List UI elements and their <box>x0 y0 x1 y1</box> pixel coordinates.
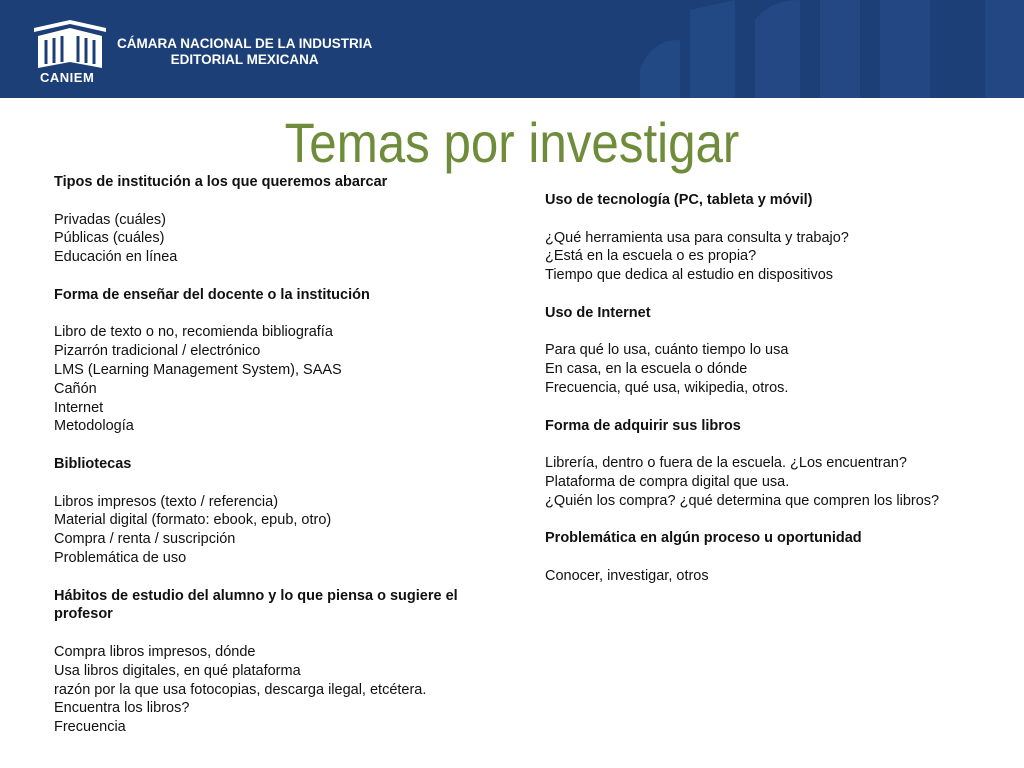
list-item: Frecuencia, qué usa, wikipedia, otros. <box>545 379 789 396</box>
list-item: ¿Qué herramienta usa para consulta y trabajo? <box>545 229 849 246</box>
list-item: Educación en línea <box>54 249 178 266</box>
section-heading: Uso de tecnología (PC, tableta y móvil) <box>545 192 813 208</box>
list-item: Compra libros impresos, dónde <box>54 643 256 660</box>
section-teaching-method <box>54 286 504 436</box>
slide-title: Temas por investigar <box>284 111 740 174</box>
list-item: Cañón <box>54 380 97 397</box>
organization-name-line-2: EDITORIAL MEXICANA <box>170 52 319 67</box>
list-item: Privadas (cuáles) <box>54 211 167 228</box>
list-item: Para qué lo usa, cuánto tiempo lo usa <box>545 342 789 359</box>
list-item: Internet <box>54 399 104 416</box>
section-internet-use <box>545 304 995 398</box>
section-heading: Bibliotecas <box>54 455 132 472</box>
left-column <box>54 173 504 756</box>
list-item: Plataforma de compra digital que usa. <box>545 473 790 490</box>
list-item: Pizarrón tradicional / electrónico <box>54 343 261 360</box>
section-study-habits <box>54 587 504 737</box>
list-item: Frecuencia <box>54 719 126 736</box>
list-item: razón por la que usa fotocopias, descarga ilegal, etcétera. <box>54 681 427 698</box>
list-item: ¿Quién los compra? ¿qué determina que compren los libros? <box>545 492 940 509</box>
section-libraries <box>54 455 504 568</box>
organization-name <box>117 36 372 68</box>
list-item: En casa, en la escuela o dónde <box>545 361 748 378</box>
list-item: Encuentra los libros? <box>54 700 190 717</box>
list-item: Material digital (formato: ebook, epub, otro) <box>54 512 332 529</box>
section-problems-opportunities <box>545 529 995 585</box>
list-item: Tiempo que dedica al estudio en dispositivos <box>545 267 834 284</box>
right-column <box>545 191 995 605</box>
list-item: Problemática de uso <box>54 549 187 566</box>
section-heading: Forma de adquirir sus libros <box>545 417 741 434</box>
list-item: Conocer, investigar, otros <box>545 567 709 584</box>
section-heading: Uso de Internet <box>545 304 651 321</box>
section-book-acquisition <box>545 417 995 511</box>
list-item: Compra / renta / suscripción <box>54 531 236 548</box>
section-heading: Forma de enseñar del docente o la institución <box>54 286 370 303</box>
list-item: Públicas (cuáles) <box>54 230 165 247</box>
list-item: Librería, dentro o fuera de la escuela. ¿Los encuentran? <box>545 455 907 472</box>
section-heading: Tipos de institución a los que queremos abarcar <box>54 174 388 190</box>
section-heading: Problemática en algún proceso u oportunidad <box>545 530 862 547</box>
section-institution-types <box>54 173 504 267</box>
header-banner <box>0 0 1024 98</box>
logo-text: CANIEM <box>40 70 95 85</box>
list-item: ¿Está en la escuela o es propia? <box>545 248 757 265</box>
list-item: Libro de texto o no, recomienda bibliografía <box>54 324 333 341</box>
section-technology-use <box>545 191 995 285</box>
list-item: Usa libros digitales, en qué plataforma <box>54 662 301 679</box>
organization-name-line-1: CÁMARA NACIONAL DE LA INDUSTRIA <box>117 36 373 51</box>
list-item: LMS (Learning Management System), SAAS <box>54 361 342 378</box>
list-item: Libros impresos (texto / referencia) <box>54 493 279 510</box>
section-heading: Hábitos de estudio del alumno y lo que piensa o sugiere el profesor <box>54 587 458 623</box>
list-item: Metodología <box>54 418 134 435</box>
